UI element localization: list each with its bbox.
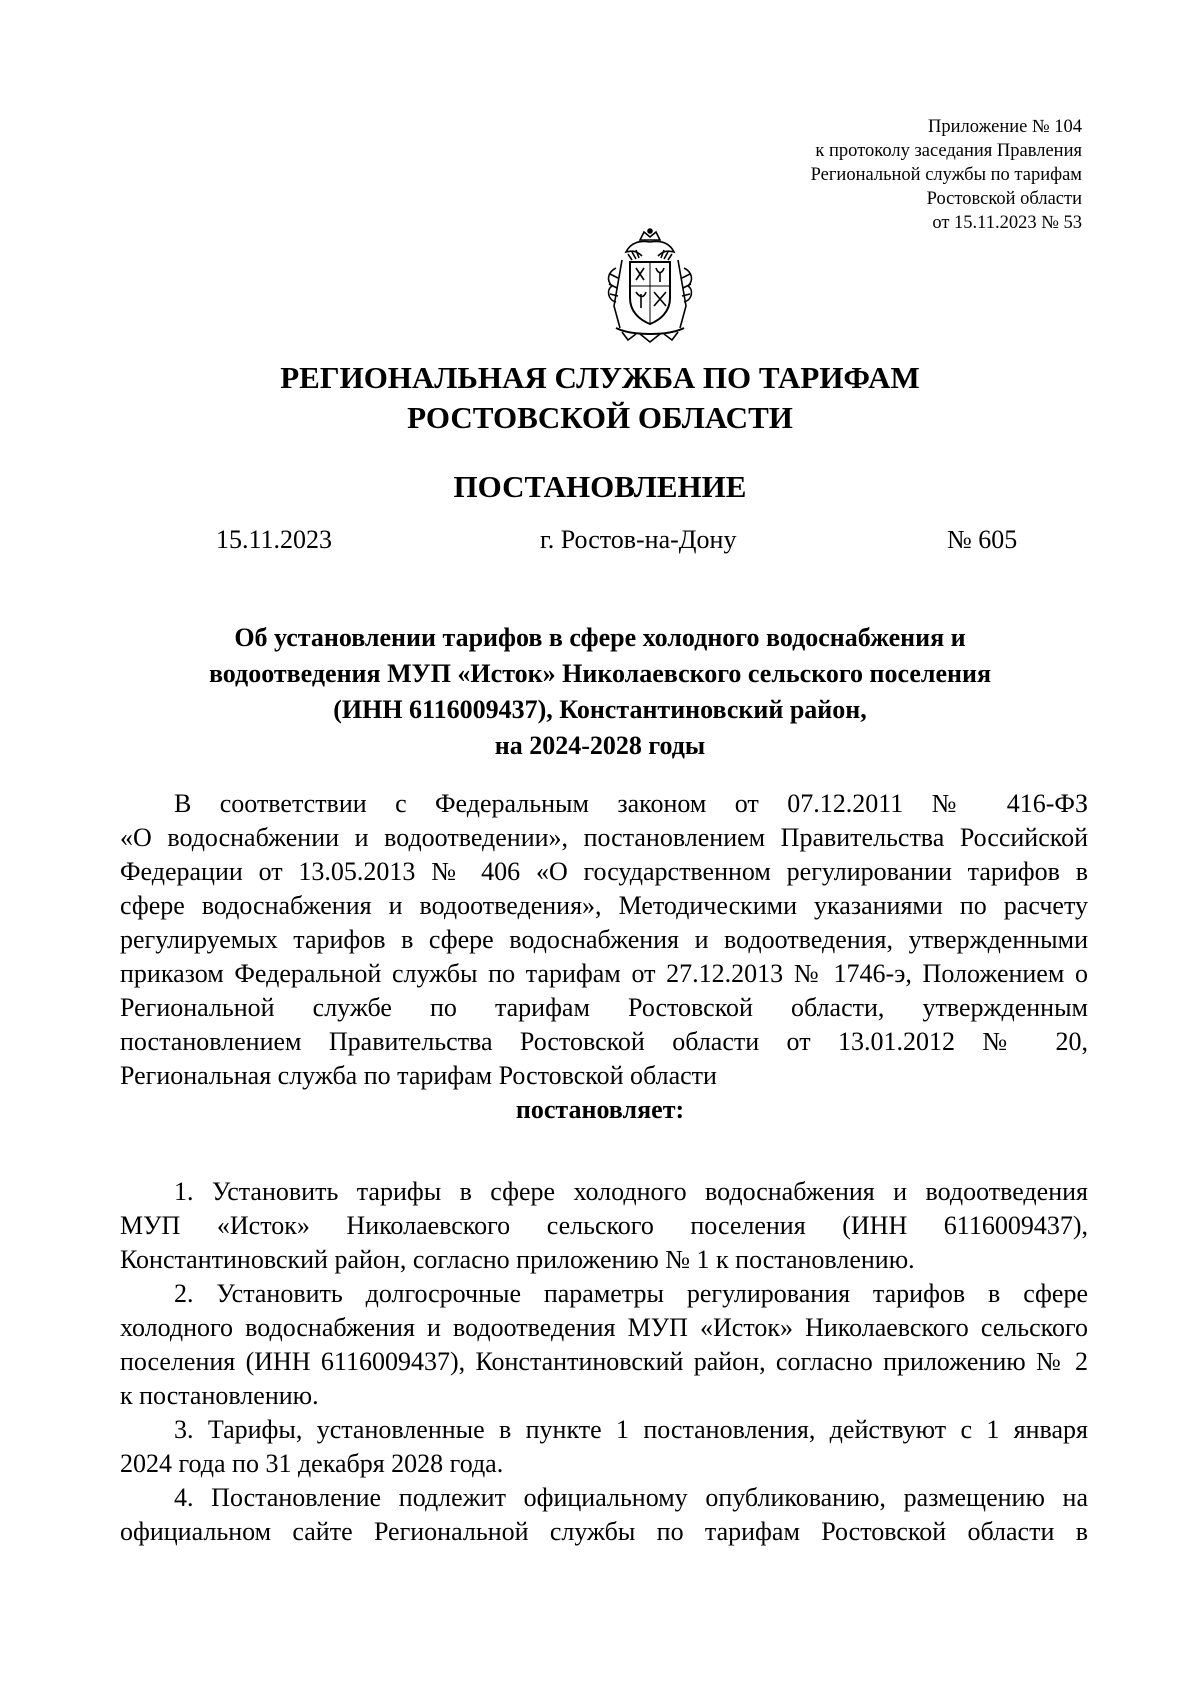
item-line: 2024 года по 31 декабря 2028 года. <box>120 1449 504 1478</box>
item-line: 3. Тарифы, установленные в пункте 1 постановления, действуют с 1 января <box>174 1415 1088 1444</box>
item-line: 4. Постановление подлежит официальному опубликованию, размещению на <box>174 1483 1088 1512</box>
item-2 <box>120 1277 1088 1413</box>
item-4 <box>120 1481 1088 1549</box>
organization-title <box>0 358 1200 438</box>
subject-line: (ИНН 6116009437), Константиновский район, <box>333 695 867 724</box>
item-line: официальном сайте Региональной службы по тарифам Ростовской области в <box>120 1517 1088 1546</box>
item-1 <box>120 1175 1088 1277</box>
organization-title-line: РЕГИОНАЛЬНАЯ СЛУЖБА ПО ТАРИФАМ <box>280 360 920 395</box>
item-line: к постановлению. <box>120 1381 319 1410</box>
organization-title-line: РОСТОВСКОЙ ОБЛАСТИ <box>407 400 793 435</box>
appendix-line: от 15.11.2023 № 53 <box>932 213 1082 233</box>
appendix-line: Региональной службы по тарифам <box>810 165 1082 185</box>
preamble-paragraph <box>120 787 1088 1093</box>
subject-line: Об установлении тарифов в сфере холодного водоснабжения и <box>234 623 966 652</box>
subject-line: на 2024-2028 годы <box>494 731 706 760</box>
preamble-line: В соответствии с Федеральным законом от 07.12.2011 № 416-ФЗ <box>174 789 1088 818</box>
preamble-line: Федерации от 13.05.2013 № 406 «О государственном регулировании тарифов в <box>120 857 1088 886</box>
item-line: МУП «Исток» Николаевского сельского поселения (ИНН 6116009437), <box>120 1211 1088 1240</box>
coat-of-arms-icon <box>596 228 704 344</box>
item-line: Константиновский район, согласно приложению № 1 к постановлению. <box>120 1245 915 1274</box>
preamble-line: Региональной службе по тарифам Ростовской области, утвержденным <box>120 993 1088 1022</box>
document-meta <box>0 520 1200 560</box>
item-3 <box>120 1413 1088 1481</box>
document-date: 15.11.2023 <box>216 525 333 554</box>
item-line: 1. Установить тарифы в сфере холодного водоснабжения и водоотведения <box>174 1177 1088 1206</box>
preamble-line: регулируемых тарифов в сфере водоснабжения и водоотведения, утвержденными <box>120 925 1088 954</box>
document-number: № 605 <box>947 525 1018 554</box>
item-line: поселения (ИНН 6116009437), Константиновский район, согласно приложению № 2 <box>120 1347 1088 1376</box>
preamble-line: сфере водоснабжения и водоотведения», Методическими указаниями по расчету <box>120 891 1088 920</box>
subject-line: водоотведения МУП «Исток» Николаевского сельского поселения <box>208 659 992 688</box>
item-line: холодного водоснабжения и водоотведения МУП «Исток» Николаевского сельского <box>120 1313 1088 1342</box>
appendix-line: Ростовской области <box>926 189 1082 209</box>
appendix-note <box>811 115 1082 235</box>
preamble-line: постановлением Правительства Ростовской области от 13.01.2012 № 20, <box>120 1027 1088 1056</box>
appendix-line: к протоколу заседания Правления <box>815 141 1082 161</box>
preamble-line: «О водоснабжении и водоотведении», постановлением Правительства Российской <box>120 823 1088 852</box>
document-subject <box>120 620 1080 764</box>
preamble-line: Региональная служба по тарифам Ростовской области <box>120 1061 717 1090</box>
appendix-line: Приложение № 104 <box>928 117 1082 137</box>
item-line: 2. Установить долгосрочные параметры регулирования тарифов в сфере <box>174 1279 1088 1308</box>
resolves-heading: постановляет: <box>515 1095 685 1124</box>
document-type: ПОСТАНОВЛЕНИЕ <box>453 469 747 504</box>
document-city: г. Ростов-на-Дону <box>540 525 737 554</box>
preamble-line: приказом Федеральной службы по тарифам от 27.12.2013 № 1746-э, Положением о <box>120 959 1088 988</box>
